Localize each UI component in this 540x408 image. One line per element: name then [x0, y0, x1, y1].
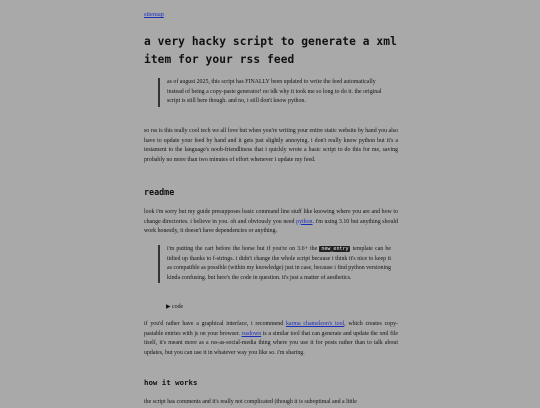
tools-text-1: if you'd rather have a graphical interface, i recommend — [144, 321, 284, 327]
readme-text-1: look i'm sorry but my guide presupposes basic command line stuff like knowing where you are and how to change directories. i believe in you. oh and obviously you need — [144, 209, 398, 225]
how-it-works-heading: how it works — [144, 378, 198, 387]
rssdown-link[interactable]: rssdown — [241, 330, 262, 337]
tools-text-2: , which creates copy-pastable entries with js on your browser. — [144, 321, 398, 337]
update-notice: as of august 2025, this script has FINALLY been updated to write the feed automatically instead of being a copy-paste generator! no idk why it took me so long to do it. the original script is still here though. and no, i still don't know python. — [158, 78, 393, 107]
page-title: a very hacky script to generate a xml item for your rss feed — [144, 35, 397, 66]
readme-paragraph — [144, 208, 398, 237]
karma-chameleon-link[interactable]: karma chameleon's tool — [285, 321, 345, 327]
readme-text-2: . i'm using 3.10 but anything should work honestly, it doesn't have dependencies or anything. — [144, 218, 398, 234]
sitemap-link[interactable]: sitemap — [144, 11, 164, 18]
note-text-1: i'm putting the cart before the horse but if you're on 3.6+ the — [167, 246, 318, 252]
how-it-works-paragraph: the script has comments and it's really not complicated (though it is suboptimal and a little — [144, 399, 357, 405]
code-details-toggle[interactable]: ▶ code — [166, 304, 184, 310]
new-entry-code: new_entry — [321, 246, 349, 252]
python-link[interactable]: python — [296, 218, 313, 225]
readme-heading: readme — [144, 187, 175, 197]
note-text-2: template can be tidied up thanks to f-strings. i didn't change the whole script because i think it's nice to keep it as compatible as possible (within my knowledge) just in case, because i find python versioning kinda confusing. but here's the code in question. it's just a matter of aesthetics. — [167, 246, 391, 281]
tools-text-3: is a similar tool that can generate and update the xml file itself, it's meant more as a rss-as-social-media thing where you use it for posts rather than to talk about updates, but you can use it in whatever way you like so. i'm sharing. — [144, 330, 398, 356]
graphical-tools-paragraph — [144, 320, 398, 358]
intro-paragraph: so rss is this really cool tech we all love but when you're writing your entire static website by hand you also have to update your feed by hand and it gets just slightly annoying. i don't really know python but it's a testament to the language's noob-friendliness that i quickly wrote a basic script to do this for me, saving probably no more than two minutes of effort whenever i update my feed. — [144, 128, 398, 163]
fstring-note — [158, 245, 391, 283]
